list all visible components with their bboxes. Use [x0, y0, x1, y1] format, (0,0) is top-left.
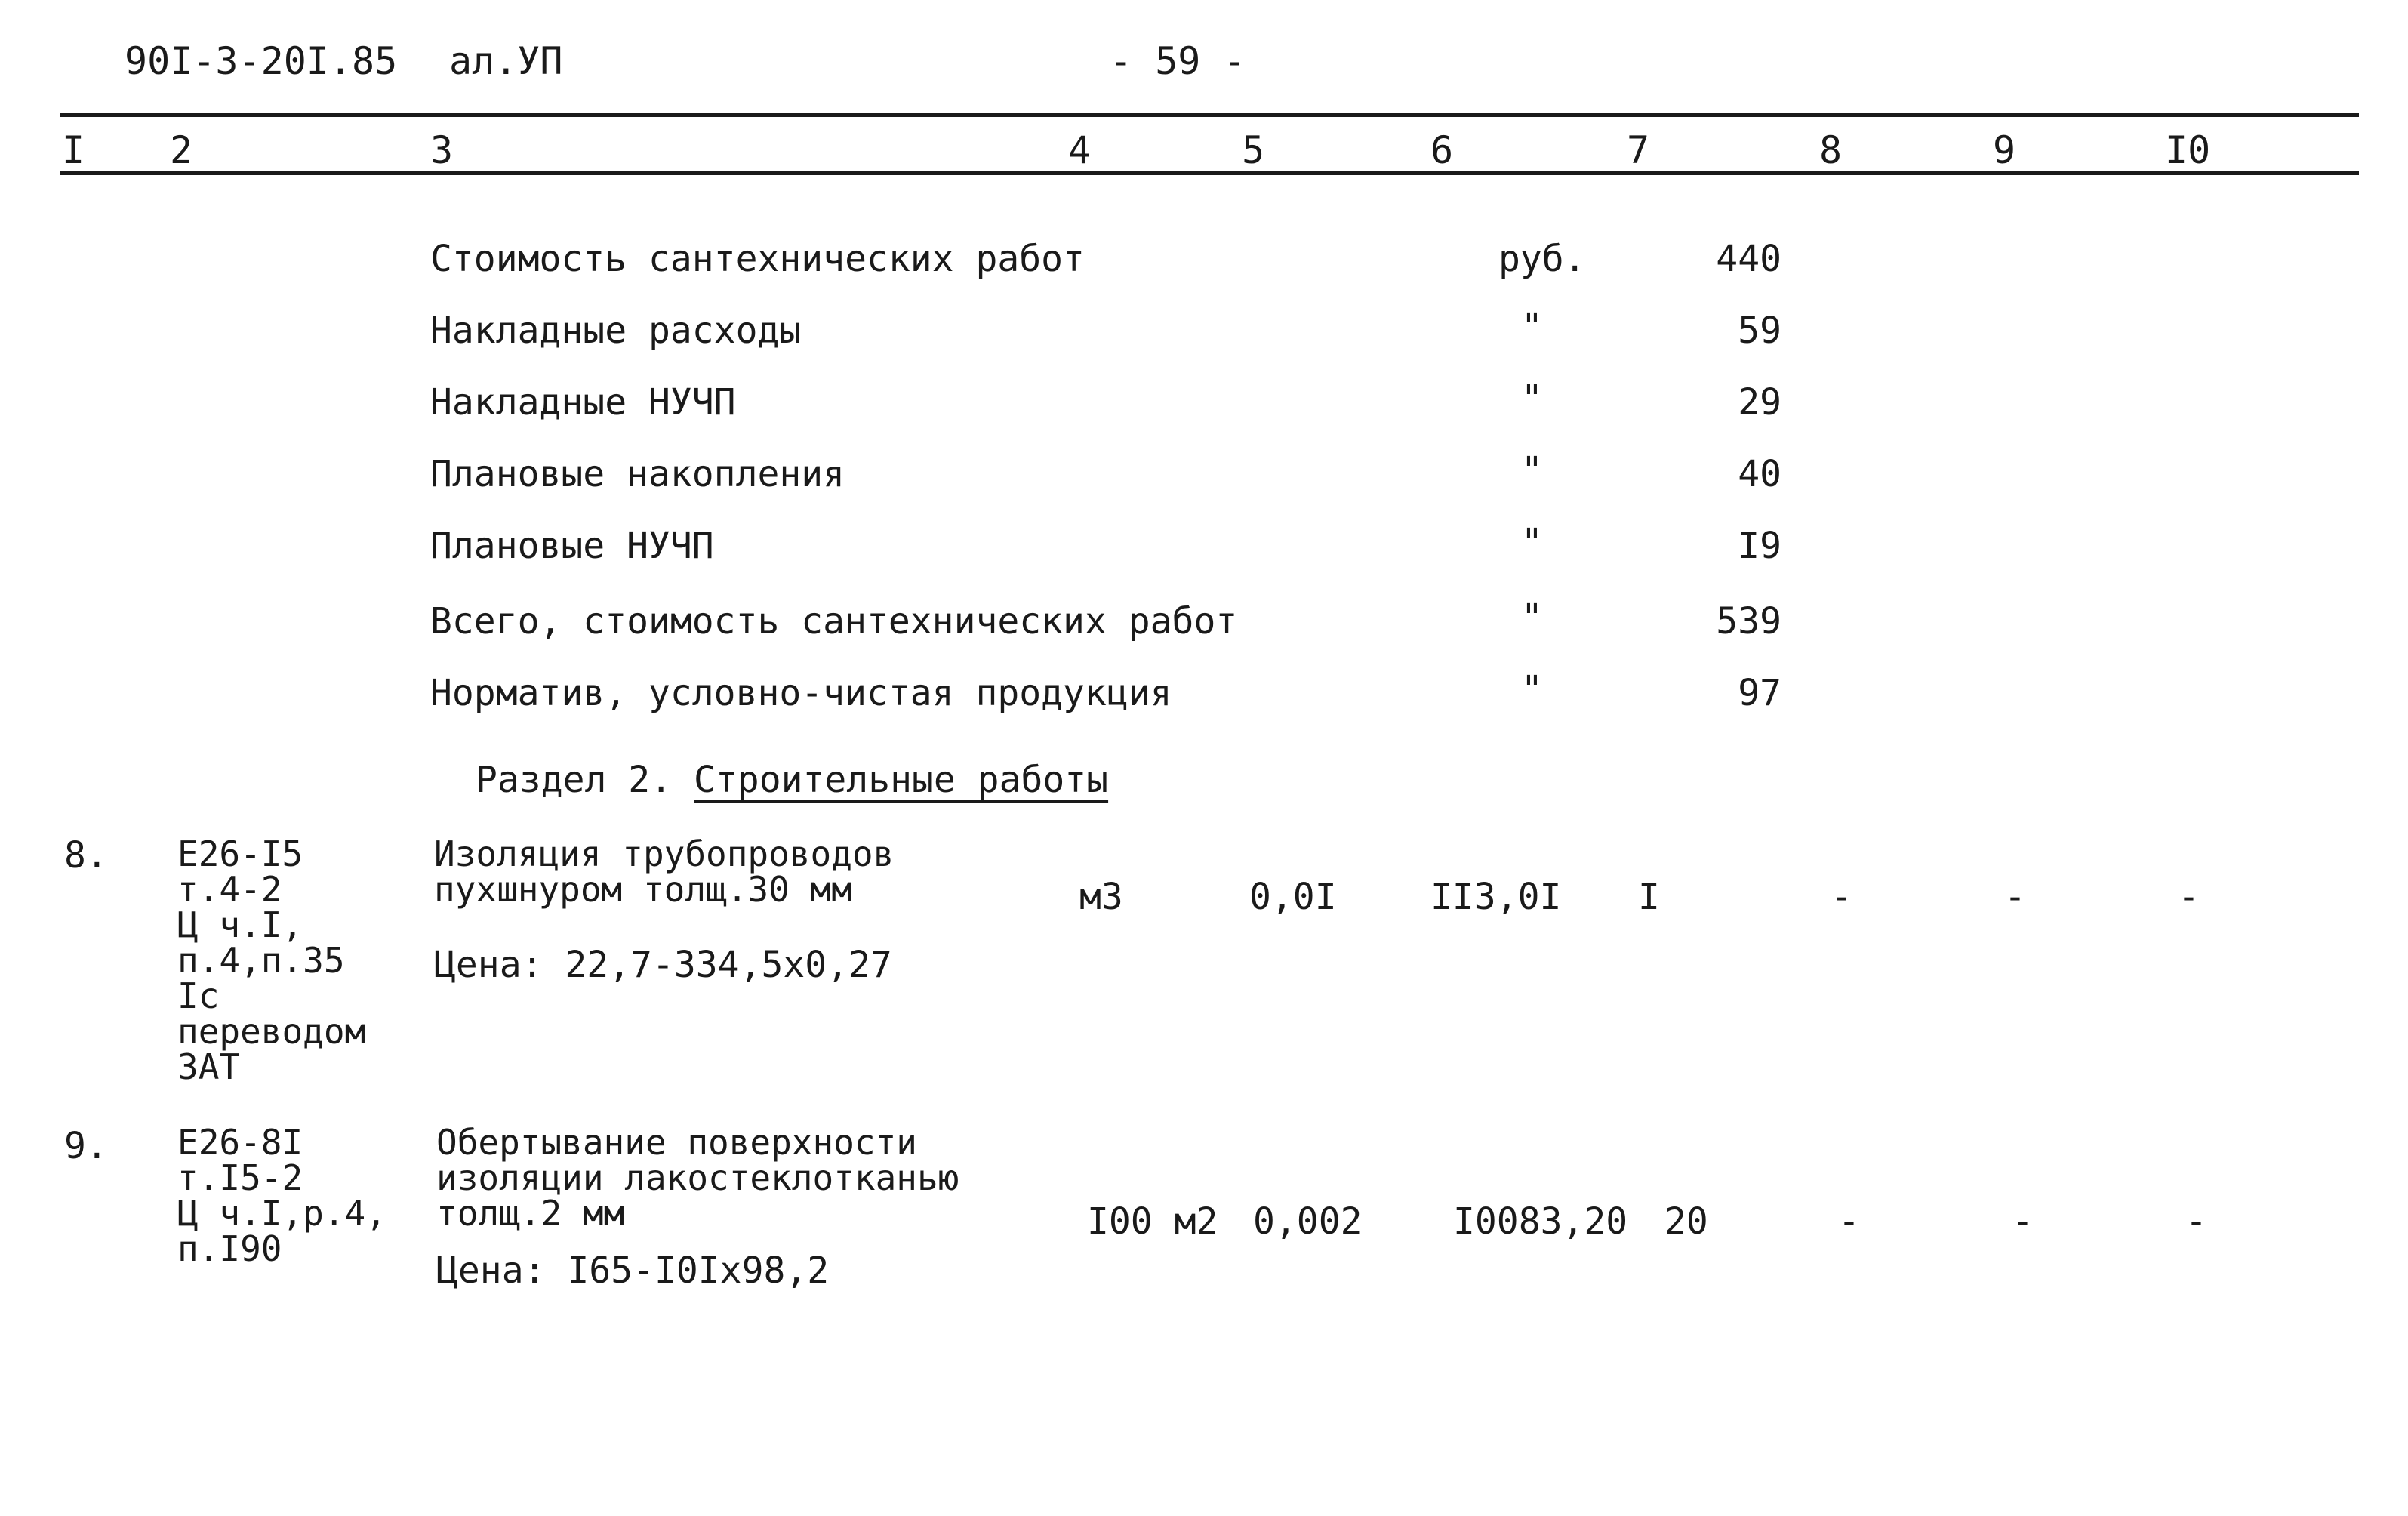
summary-label: Накладные расходы	[430, 310, 802, 352]
column-number-10: I0	[2165, 128, 2211, 172]
column-number-4: 4	[1068, 128, 1092, 172]
summary-label: Накладные НУЧП	[430, 381, 736, 424]
section-title: Строительные работы	[694, 759, 1109, 801]
price-formula: Цена: I65-I0Iх98,2	[436, 1249, 830, 1292]
summary-label: Норматив, условно-чистая продукция	[430, 672, 1172, 714]
col-8-value: -	[1831, 876, 1852, 918]
col-9-value: -	[2012, 1200, 2034, 1243]
summary-unit: "	[1521, 306, 1543, 348]
column-number-5: 5	[1242, 128, 1265, 172]
col-7-value: 20	[1664, 1200, 1708, 1243]
section-heading	[476, 759, 1108, 801]
column-number-6: 6	[1430, 128, 1454, 172]
column-number-1: I	[62, 128, 85, 172]
summary-value: 40	[1738, 453, 1781, 495]
column-number-9: 9	[1993, 128, 2016, 172]
summary-unit: руб.	[1498, 238, 1586, 280]
unit: I00 м2	[1087, 1200, 1218, 1243]
unit: м3	[1079, 876, 1123, 918]
summary-label: Стоимость сантехнических работ	[430, 238, 1085, 280]
work-description: Обертывание поверхности изоляции лакостеклотканью толщ.2 мм	[436, 1122, 959, 1234]
row-number: 9.	[64, 1125, 108, 1167]
column-number-7: 7	[1627, 128, 1650, 172]
price-formula: Цена: 22,7-334,5х0,27	[434, 944, 892, 986]
cost: II3,0I	[1430, 876, 1562, 918]
document-code: 90I-3-20I.85	[125, 39, 398, 83]
top-rule	[60, 113, 2359, 117]
page-number: - 59 -	[1110, 39, 1246, 83]
summary-value: I9	[1738, 525, 1781, 567]
album-label: ал.УП	[449, 39, 563, 83]
column-number-3: 3	[430, 128, 454, 172]
summary-value: 97	[1738, 672, 1781, 714]
column-number-8: 8	[1819, 128, 1843, 172]
quantity: 0,0I	[1249, 876, 1337, 918]
quantity: 0,002	[1253, 1200, 1363, 1243]
column-number-2: 2	[170, 128, 193, 172]
summary-unit: "	[1521, 521, 1543, 563]
summary-unit: "	[1521, 449, 1543, 491]
col-10-value: -	[2185, 1200, 2207, 1243]
norm-code: Е26-8I т.I5-2 Ц ч.I,р.4, п.I90	[177, 1122, 386, 1269]
col-9-value: -	[2004, 876, 2026, 918]
summary-unit: "	[1521, 668, 1543, 710]
cost: I0083,20	[1453, 1200, 1628, 1243]
summary-value: 440	[1716, 238, 1781, 280]
summary-value: 29	[1738, 381, 1781, 424]
norm-code: Е26-I5 т.4-2 Ц ч.I, п.4,п.35 Iс переводом ЗАТ	[177, 833, 366, 1087]
col-10-value: -	[2178, 876, 2200, 918]
work-description: Изоляция трубопроводов пухшнуром толщ.30 мм	[434, 833, 895, 910]
summary-unit: "	[1521, 596, 1543, 639]
summary-value: 539	[1716, 600, 1781, 642]
row-number: 8.	[64, 834, 108, 877]
summary-unit: "	[1521, 377, 1543, 420]
summary-label: Всего, стоимость сантехнических работ	[430, 600, 1238, 642]
section-prefix: Раздел 2.	[476, 759, 673, 801]
summary-label: Плановые НУЧП	[430, 525, 714, 567]
col-8-value: -	[1838, 1200, 1860, 1243]
summary-label: Плановые накопления	[430, 453, 845, 495]
col-7-value: I	[1638, 876, 1660, 918]
summary-value: 59	[1738, 310, 1781, 352]
